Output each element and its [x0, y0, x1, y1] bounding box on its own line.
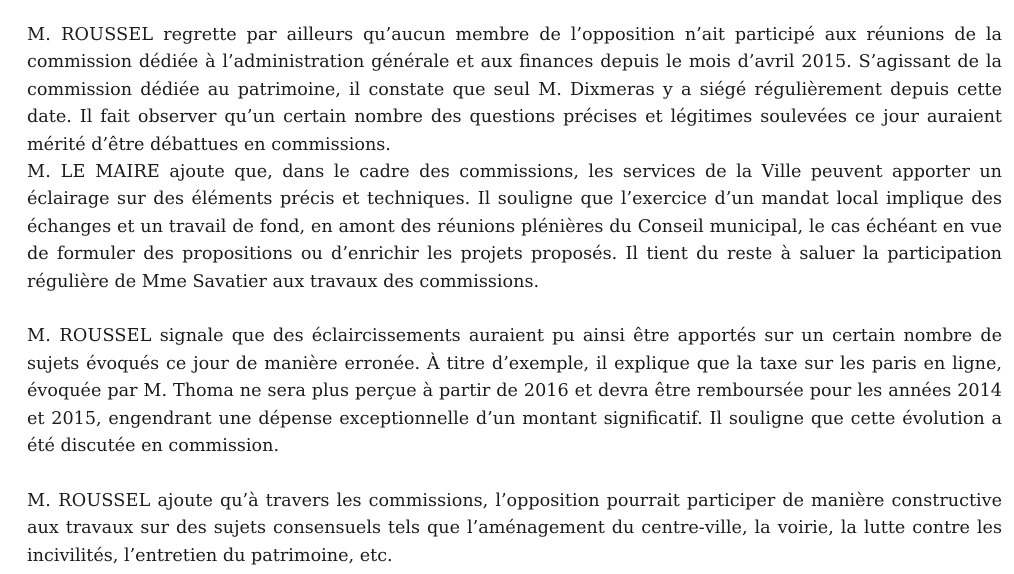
paragraph-spacer — [27, 296, 1002, 323]
speaker-name: M. ROUSSEL — [27, 326, 152, 347]
paragraph-roussel-3 — [27, 488, 1002, 570]
paragraph-text: ajoute qu’à travers les commissions, l’opposition pourrait participer de manière constructive aux travaux sur des sujets consensuels tels que l’aménagement du centre-ville, la voirie, la lutte contre les incivilités, l’entretien du patrimoine, etc. — [27, 490, 1002, 566]
paragraph-le-maire — [27, 159, 1002, 296]
speaker-name: M. ROUSSEL — [27, 490, 151, 511]
paragraph-roussel-2 — [27, 323, 1002, 460]
paragraph-text: regrette par ailleurs qu’aucun membre de l’opposition n’ait participé aux réunions de la commission dédiée à l’administration générale et aux finances depuis le mois d’avril 2015. S’agissant de la commission dédiée au patrimoine, il constate que seul M. Dixmeras y a siégé régulièrement depuis cette date. Il fait observer qu’un certain nombre des questions précises et légitimes soulevées ce jour auraient mérité d’être débattues en commissions. — [27, 25, 1002, 155]
paragraph-text: ajoute que, dans le cadre des commissions, les services de la Ville peuvent apporter un éclairage sur des éléments précis et techniques. Il souligne que l’exercice d’un mandat local implique des échanges et un travail de fond, en amont des réunions plénières du Conseil municipal, le cas échéant en vue de formuler des propositions ou d’enrichir les projets proposés. Il tient du reste à saluer la participation régulière de Mme Savatier aux travaux des commissions. — [27, 162, 1002, 292]
paragraph-spacer — [27, 460, 1002, 487]
speaker-name: M. ROUSSEL — [27, 25, 154, 45]
paragraph-text: signale que des éclaircissements auraient pu ainsi être apportés sur un certain nombre de sujets évoqués ce jour de manière erronée. À titre d’exemple, il explique que la taxe sur les paris en ligne, évoquée par M. Thoma ne sera plus perçue à partir de 2016 et devra être remboursée pour les années 2014 et 2015, engendrant une dépense exceptionnelle d’un montant significatif. Il souligne que cette évolution a été discutée en commission. — [27, 326, 1003, 457]
document-body — [27, 22, 1002, 570]
speaker-name: M. LE MAIRE — [27, 162, 160, 183]
paragraph-roussel-1 — [27, 22, 1002, 159]
